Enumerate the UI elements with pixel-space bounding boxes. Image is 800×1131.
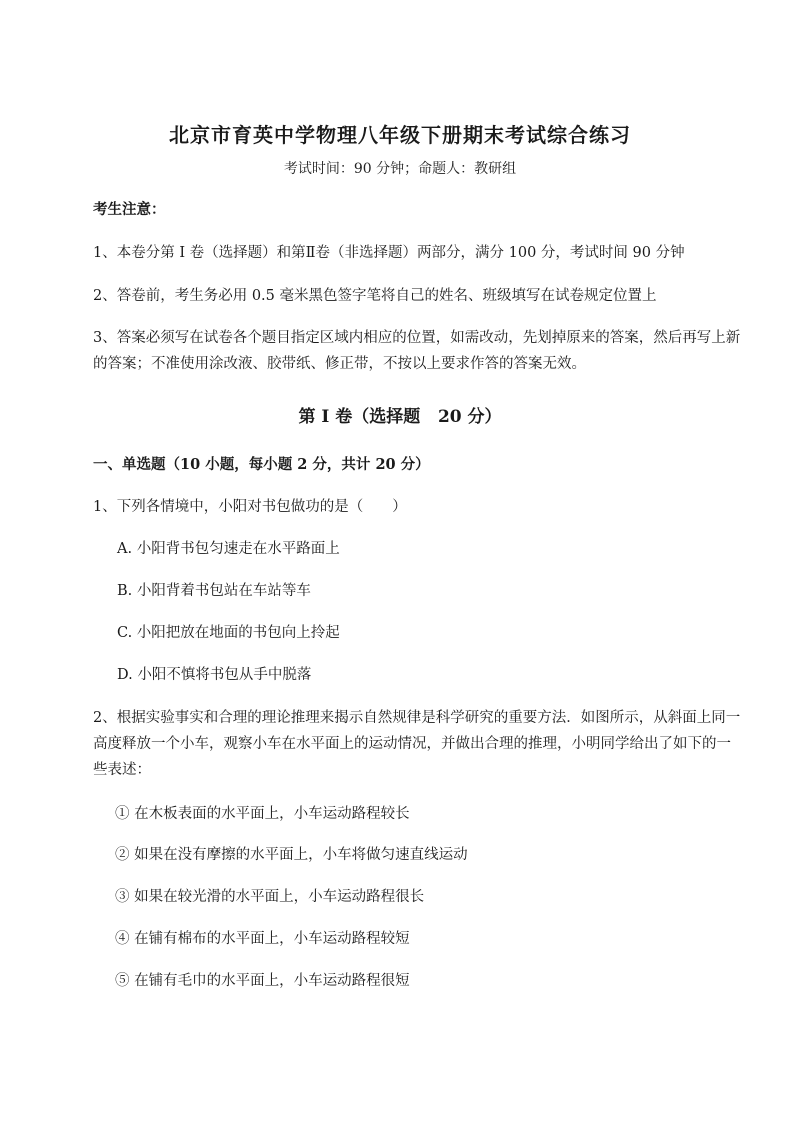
exam-title: 北京市育英中学物理八年级下册期末考试综合练习 xyxy=(169,123,631,147)
question-1-option-b: B. 小阳背着书包站在车站等车 xyxy=(117,583,311,599)
question-1-option-c: C. 小阳把放在地面的书包向上拎起 xyxy=(117,625,340,641)
section-title: 第 I 卷（选择题 20 分） xyxy=(298,407,502,427)
notice-item-2: 2、答卷前，考生务必用 0.5 毫米黑色签字笔将自己的姓名、班级填写在试卷规定位置上 xyxy=(93,288,657,304)
question-2-stem: 2、根据实验事实和合理的理论推理来揭示自然规律是科学研究的重要方法．如图所示，从斜面上同一高度释放一个小车，观察小车在水平面上的运动情况，并做出合理的推理，小明同学给出了如下的一些表述： xyxy=(93,710,741,778)
question-2-statement-1: ① 在木板表面的水平面上，小车运动路程较长 xyxy=(115,806,410,822)
question-1-option-a: A. 小阳背书包匀速走在水平路面上 xyxy=(117,541,340,557)
question-2-statement-3: ③ 如果在较光滑的水平面上，小车运动路程很长 xyxy=(115,889,425,905)
part-heading: 一、单选题（10 小题，每小题 2 分，共计 20 分） xyxy=(93,456,430,473)
question-1-stem: 1、下列各情境中，小阳对书包做功的是（ ） xyxy=(93,499,407,515)
notice-item-1: 1、本卷分第 I 卷（选择题）和第Ⅱ卷（非选择题）两部分，满分 100 分，考试时间 90 分钟 xyxy=(93,245,685,261)
question-1-option-d: D. 小阳不慎将书包从手中脱落 xyxy=(117,667,312,683)
notice-heading: 考生注意： xyxy=(93,201,166,218)
exam-subtitle: 考试时间：90 分钟；命题人：教研组 xyxy=(283,161,517,177)
question-2-statement-2: ② 如果在没有摩擦的水平面上，小车将做匀速直线运动 xyxy=(115,847,468,863)
question-2-statement-4: ④ 在铺有棉布的水平面上，小车运动路程较短 xyxy=(115,931,410,947)
question-2-statement-5: ⑤ 在铺有毛巾的水平面上，小车运动路程很短 xyxy=(115,973,410,989)
notice-item-3: 3、答案必须写在试卷各个题目指定区域内相应的位置，如需改动，先划掉原来的答案，然后再写上新的答案；不准使用涂改液、胶带纸、修正带，不按以上要求作答的答案无效。 xyxy=(93,330,741,372)
